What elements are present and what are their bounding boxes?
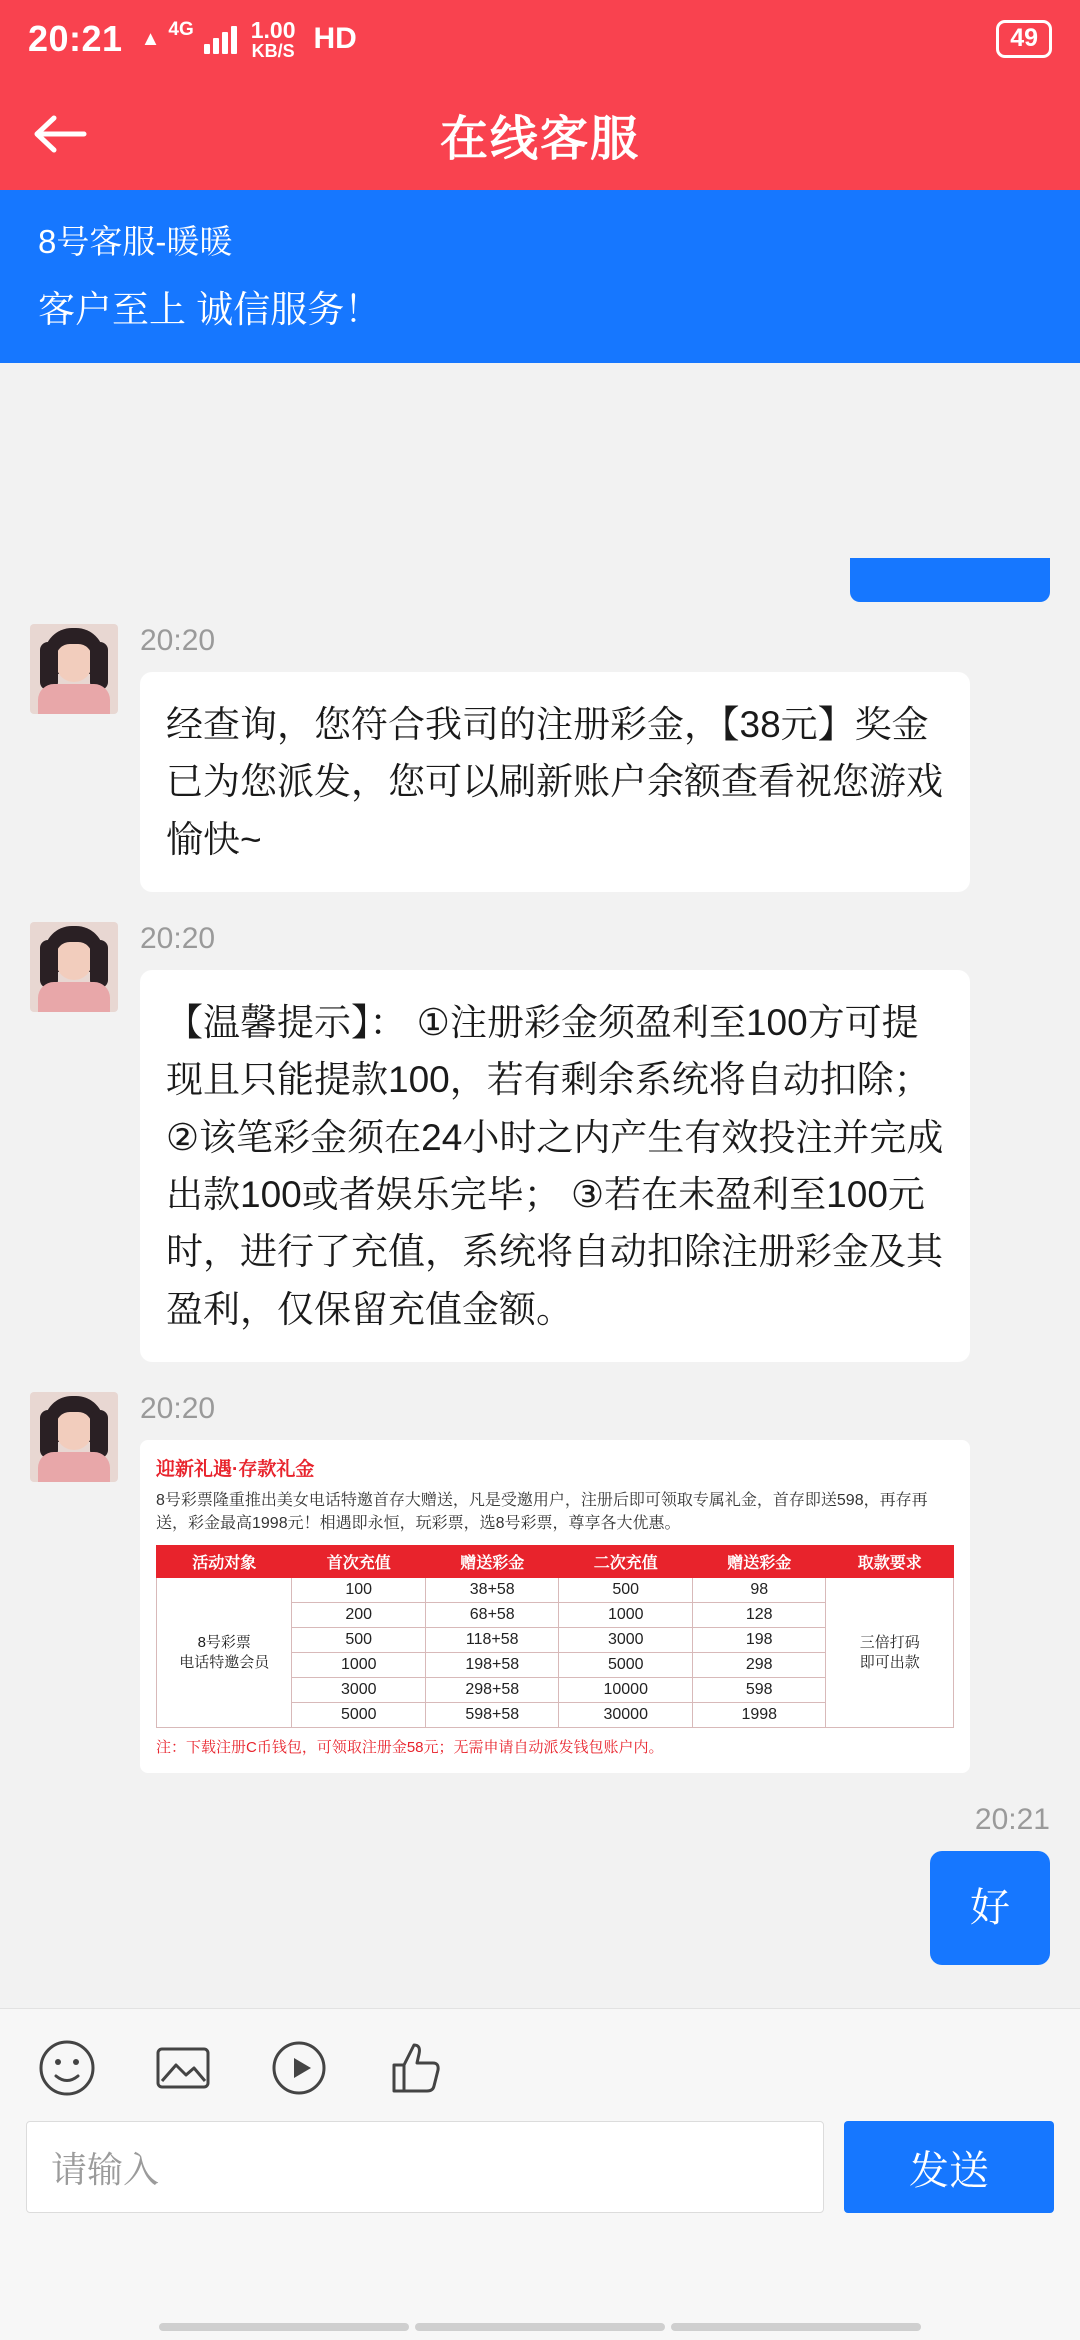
cell: 5000 <box>292 1703 426 1728</box>
promo-table-header-row <box>157 1546 954 1578</box>
smiley-icon[interactable] <box>36 2037 98 2099</box>
message-row <box>30 1392 1050 1773</box>
message-time: 20:20 <box>140 1392 216 1426</box>
promo-description: 8号彩票隆重推出美女电话特邀首存大赠送，凡是受邀用户，注册后即可领取专属礼金，首存即送598，再存再送，彩金最高1998元！相遇即永恒，玩彩票，选8号彩票，尊享各大优惠。 <box>156 1492 928 1533</box>
tool-row <box>0 2009 1080 2099</box>
message-row <box>30 1803 1050 1965</box>
network-speed-value: 1.00 <box>250 16 296 43</box>
message-row <box>30 624 1050 892</box>
promo-table <box>156 1545 954 1728</box>
network-type-label: 4G <box>168 19 194 40</box>
cell: 98 <box>692 1578 826 1603</box>
promo-col-5: 取款要求 <box>826 1546 954 1578</box>
table-row <box>157 1578 954 1603</box>
cell: 598 <box>692 1678 826 1703</box>
message-input[interactable] <box>26 2121 824 2213</box>
data-transfer-icon: ▲ <box>140 28 161 50</box>
message-bubble: 【温馨提示】： ①注册彩金须盈利至100方可提现且只能提款100，若有剩余系统将自动扣除； ②该笔彩金须在24小时之内产生有效投注并完成出款100或者娱乐完毕； ③若在未盈利至100元时，进行了充值，系统将自动扣除注册彩金及其盈利，仅保留充值金额。 <box>140 970 970 1362</box>
title-bar <box>0 78 1080 190</box>
message-row <box>30 922 1050 1362</box>
promo-row-label <box>157 1578 292 1728</box>
promo-col-3: 二次充值 <box>559 1546 693 1578</box>
back-arrow-icon[interactable] <box>0 111 120 157</box>
cell: 5000 <box>559 1653 693 1678</box>
cell: 10000 <box>559 1678 693 1703</box>
partial-outgoing-bubble <box>850 558 1050 602</box>
nav-recents-hint[interactable] <box>671 2323 921 2331</box>
cell: 598+58 <box>425 1703 559 1728</box>
promo-col-2: 赠送彩金 <box>425 1546 559 1578</box>
cell: 1000 <box>559 1603 693 1628</box>
cell: 1000 <box>292 1653 426 1678</box>
cell: 298 <box>692 1653 826 1678</box>
promo-withdraw-requirement <box>826 1578 954 1728</box>
cell: 1998 <box>692 1703 826 1728</box>
network-speed <box>250 16 296 61</box>
agent-slogan: 客户至上 诚信服务！ <box>38 289 382 330</box>
promo-req-line2: 即可出款 <box>859 1653 920 1671</box>
nav-home-hint[interactable] <box>415 2323 665 2331</box>
message-time: 20:20 <box>140 922 216 956</box>
cell: 68+58 <box>425 1603 559 1628</box>
cell: 3000 <box>292 1678 426 1703</box>
avatar <box>30 624 118 714</box>
cell: 500 <box>292 1628 426 1653</box>
promo-col-4: 赠送彩金 <box>692 1546 826 1578</box>
message-list[interactable] <box>0 558 1080 2008</box>
battery-indicator: 49 <box>996 20 1052 58</box>
promo-image-message[interactable] <box>140 1440 970 1773</box>
send-button[interactable]: 发送 <box>844 2121 1054 2213</box>
promo-title: 迎新礼遇·存款礼金 <box>156 1459 315 1481</box>
thumbs-up-icon[interactable] <box>384 2037 446 2099</box>
message-input-placeholder: 请输入 <box>51 2148 160 2190</box>
cell: 198 <box>692 1628 826 1653</box>
status-bar <box>0 0 1080 78</box>
agent-name: 8号客服-暖暖 <box>38 223 233 260</box>
promo-col-1: 首次充值 <box>292 1546 426 1578</box>
cell: 198+58 <box>425 1653 559 1678</box>
avatar <box>30 922 118 1012</box>
cell: 128 <box>692 1603 826 1628</box>
cell: 298+58 <box>425 1678 559 1703</box>
network-speed-unit: KB/S <box>251 40 295 61</box>
message-bubble: 经查询，您符合我司的注册彩金，【38元】奖金已为您派发，您可以刷新账户余额查看祝您游戏愉快~ <box>140 672 970 892</box>
cell: 118+58 <box>425 1628 559 1653</box>
promo-row-label-line1: 8号彩票 <box>197 1634 251 1652</box>
image-icon[interactable] <box>152 2037 214 2099</box>
cell: 38+58 <box>425 1578 559 1603</box>
message-bubble-outgoing: 好 <box>930 1851 1050 1965</box>
nav-back-hint[interactable] <box>159 2323 409 2331</box>
cell: 3000 <box>559 1628 693 1653</box>
status-time: 20:21 <box>28 18 123 59</box>
cell: 100 <box>292 1578 426 1603</box>
avatar <box>30 1392 118 1482</box>
hd-icon: HD <box>313 22 357 55</box>
composer-bar <box>0 2008 1080 2340</box>
cell: 30000 <box>559 1703 693 1728</box>
agent-banner <box>0 190 1080 363</box>
video-play-icon[interactable] <box>268 2037 330 2099</box>
cell: 500 <box>559 1578 693 1603</box>
promo-col-0: 活动对象 <box>157 1546 292 1578</box>
page-title: 在线客服 <box>439 112 640 166</box>
signal-bars-icon <box>204 24 237 54</box>
system-navigation-bar <box>0 2314 1080 2340</box>
message-time: 20:20 <box>140 624 216 657</box>
promo-row-label-line2: 电话特邀会员 <box>179 1653 270 1671</box>
message-time: 20:21 <box>974 1803 1050 1837</box>
status-icons <box>140 16 357 61</box>
cell: 200 <box>292 1603 426 1628</box>
input-row <box>0 2099 1080 2213</box>
promo-req-line1: 三倍打码 <box>859 1634 920 1652</box>
promo-note: 注：下载注册C币钱包，可领取注册金58元；无需申请自动派发钱包账户内。 <box>156 1739 664 1757</box>
